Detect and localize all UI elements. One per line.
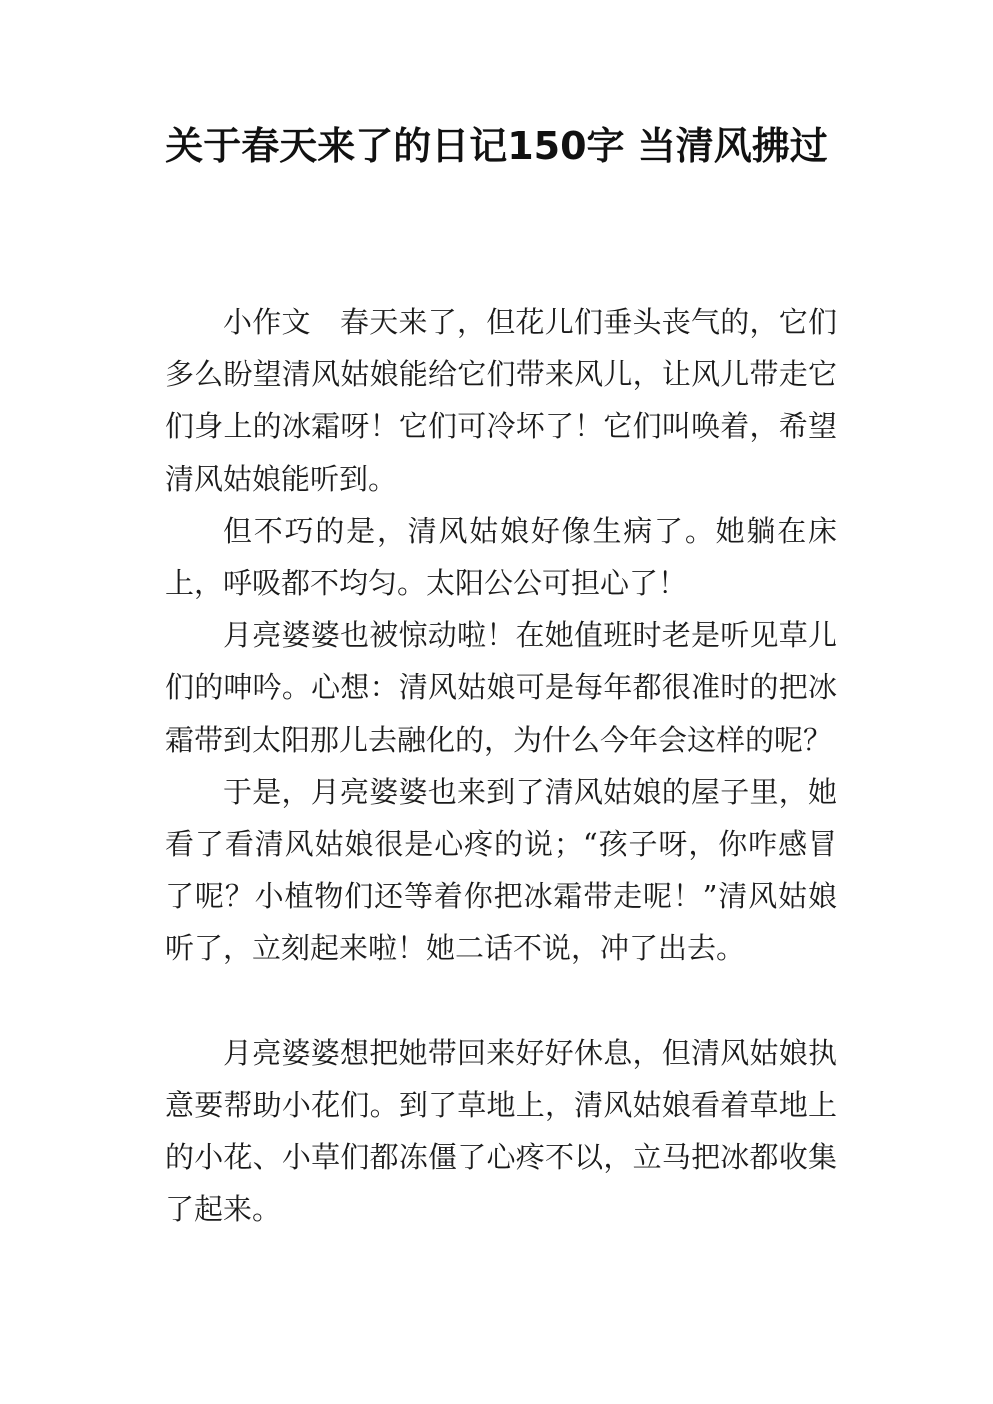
paragraph-5: 月亮婆婆想把她带回来好好休息，但清风姑娘执意要帮助小花们。到了草地上，清风姑娘看着草地上的小花、小草们都冻僵了心疼不以，立马把冰都收集了起来。 <box>165 1035 837 1227</box>
paragraph-3: 月亮婆婆也被惊动啦！在她值班时老是听见草儿们的呻吟。心想：清风姑娘可是每年都很准时的把冰霜带到太阳那儿去融化的，为什么今年会这样的呢？ <box>165 618 837 757</box>
document-title: 关于春天来了的日记150字 当清风拂过 <box>165 124 828 168</box>
paragraph-4: 于是，月亮婆婆也来到了清风姑娘的屋子里，她看了看清风姑娘很是心疼的说；“孩子呀，你咋感冒了呢？小植物们还等着你把冰霜带走呢！”清风姑娘听了，立刻起来啦！她二话不说，冲了出去。 <box>165 774 837 966</box>
paragraph-1: 小作文 春天来了，但花儿们垂头丧气的，它们多么盼望清风姑娘能给它们带来风儿，让风儿带走它们身上的冰霜呀！它们可冷坏了！它们叫唤着，希望清风姑娘能听到。 <box>165 305 837 496</box>
paragraph-2: 但不巧的是，清风姑娘好像生病了。她躺在床上，呼吸都不均匀。太阳公公可担心了！ <box>165 513 837 601</box>
document-body <box>165 296 837 1235</box>
